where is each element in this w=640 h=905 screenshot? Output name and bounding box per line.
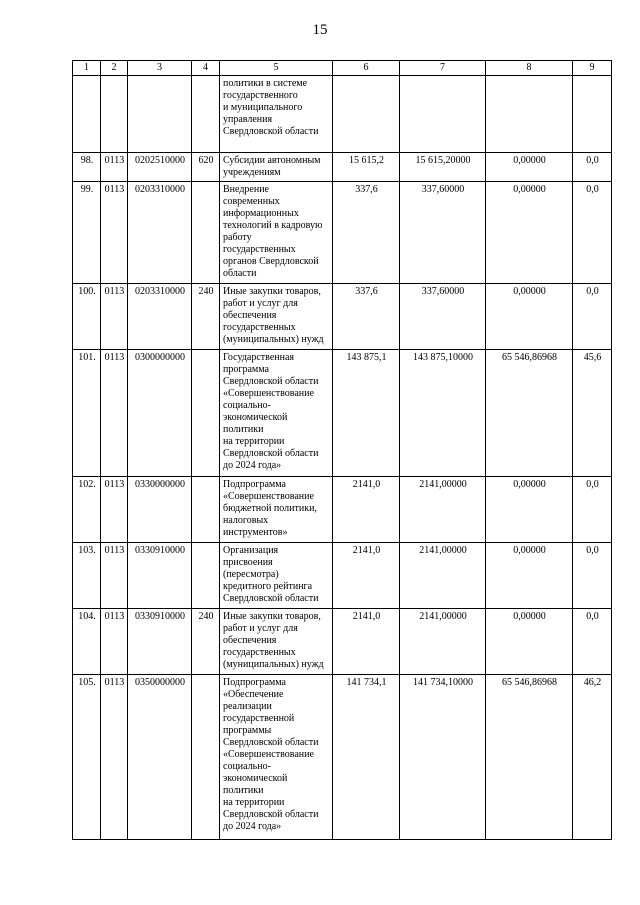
column-header-4: 4 [192,61,220,76]
expense-type-code [192,350,220,477]
row-number: 98. [73,153,101,182]
execution-percent: 0,0 [573,182,612,284]
table-row [73,153,612,182]
planned-amount [333,76,400,153]
planned-amount: 2141,0 [333,477,400,543]
approved-amount: 15 615,20000 [400,153,486,182]
table-row [73,284,612,350]
execution-percent: 0,0 [573,543,612,609]
item-name: Подпрограмма «Обеспечение реализации государственной программы Свердловской области «Совершенствование социально- экономической политики на территории Свердловской области до 2024 года» [220,675,333,840]
target-code: 0350000000 [128,675,192,840]
section-code: 0113 [101,153,128,182]
expense-type-code: 240 [192,609,220,675]
target-code: 0202510000 [128,153,192,182]
row-number: 100. [73,284,101,350]
section-code: 0113 [101,284,128,350]
approved-amount: 143 875,10000 [400,350,486,477]
table-row [73,182,612,284]
target-code: 0330910000 [128,543,192,609]
planned-amount: 15 615,2 [333,153,400,182]
table-row [73,675,612,840]
expense-type-code: 620 [192,153,220,182]
item-name: Государственная программа Свердловской области «Совершенствование социально- экономической политики на территории Свердловской области до 2024 года» [220,350,333,477]
planned-amount: 2141,0 [333,543,400,609]
execution-percent: 0,0 [573,284,612,350]
target-code: 0203310000 [128,284,192,350]
planned-amount: 143 875,1 [333,350,400,477]
execution-percent: 45,6 [573,350,612,477]
item-name: Иные закупки товаров, работ и услуг для обеспечения государственных (муниципальных) нужд [220,609,333,675]
approved-amount: 2141,00000 [400,477,486,543]
expense-type-code [192,182,220,284]
column-header-2: 2 [101,61,128,76]
executed-amount: 0,00000 [486,609,573,675]
target-code: 0330910000 [128,609,192,675]
expense-type-code [192,543,220,609]
item-name: Организация присвоения (пересмотра) кредитного рейтинга Свердловской области [220,543,333,609]
expense-type-code [192,477,220,543]
planned-amount: 337,6 [333,182,400,284]
executed-amount: 65 546,86968 [486,350,573,477]
target-code: 0300000000 [128,350,192,477]
executed-amount: 0,00000 [486,284,573,350]
column-header-6: 6 [333,61,400,76]
executed-amount: 0,00000 [486,182,573,284]
row-number: 104. [73,609,101,675]
item-name: Подпрограмма «Совершенствование бюджетной политики, налоговых инструментов» [220,477,333,543]
budget-table [72,60,612,840]
row-number: 103. [73,543,101,609]
expense-type-code [192,675,220,840]
row-number: 102. [73,477,101,543]
approved-amount: 2141,00000 [400,543,486,609]
item-name: Внедрение современных информационных технологий в кадровую работу государственных органов Свердловской области [220,182,333,284]
planned-amount: 141 734,1 [333,675,400,840]
row-number: 105. [73,675,101,840]
section-code: 0113 [101,477,128,543]
approved-amount: 337,60000 [400,182,486,284]
approved-amount: 2141,00000 [400,609,486,675]
execution-percent: 46,2 [573,675,612,840]
target-code: 0203310000 [128,182,192,284]
column-header-5: 5 [220,61,333,76]
executed-amount [486,76,573,153]
table-row [73,477,612,543]
table-row [73,76,612,153]
approved-amount [400,76,486,153]
planned-amount: 2141,0 [333,609,400,675]
executed-amount: 0,00000 [486,477,573,543]
executed-amount: 0,00000 [486,543,573,609]
header-row [73,61,612,76]
item-name: Субсидии автономным учреждениям [220,153,333,182]
item-name: политики в системе государственного и муниципального управления Свердловской области [220,76,333,153]
executed-amount: 65 546,86968 [486,675,573,840]
executed-amount: 0,00000 [486,153,573,182]
execution-percent [573,76,612,153]
item-name: Иные закупки товаров, работ и услуг для обеспечения государственных (муниципальных) нужд [220,284,333,350]
row-number: 101. [73,350,101,477]
approved-amount: 337,60000 [400,284,486,350]
target-code: 0330000000 [128,477,192,543]
row-number: 99. [73,182,101,284]
execution-percent: 0,0 [573,153,612,182]
column-header-9: 9 [573,61,612,76]
execution-percent: 0,0 [573,609,612,675]
table-row [73,543,612,609]
planned-amount: 337,6 [333,284,400,350]
table-row [73,609,612,675]
section-code: 0113 [101,350,128,477]
section-code: 0113 [101,609,128,675]
section-code: 0113 [101,543,128,609]
target-code [128,76,192,153]
column-header-1: 1 [73,61,101,76]
page-number: 15 [312,22,328,38]
section-code: 0113 [101,675,128,840]
column-header-3: 3 [128,61,192,76]
row-number [73,76,101,153]
expense-type-code: 240 [192,284,220,350]
section-code [101,76,128,153]
column-header-7: 7 [400,61,486,76]
section-code: 0113 [101,182,128,284]
expense-type-code [192,76,220,153]
approved-amount: 141 734,10000 [400,675,486,840]
table-body [73,76,612,840]
column-header-8: 8 [486,61,573,76]
table-row [73,350,612,477]
execution-percent: 0,0 [573,477,612,543]
